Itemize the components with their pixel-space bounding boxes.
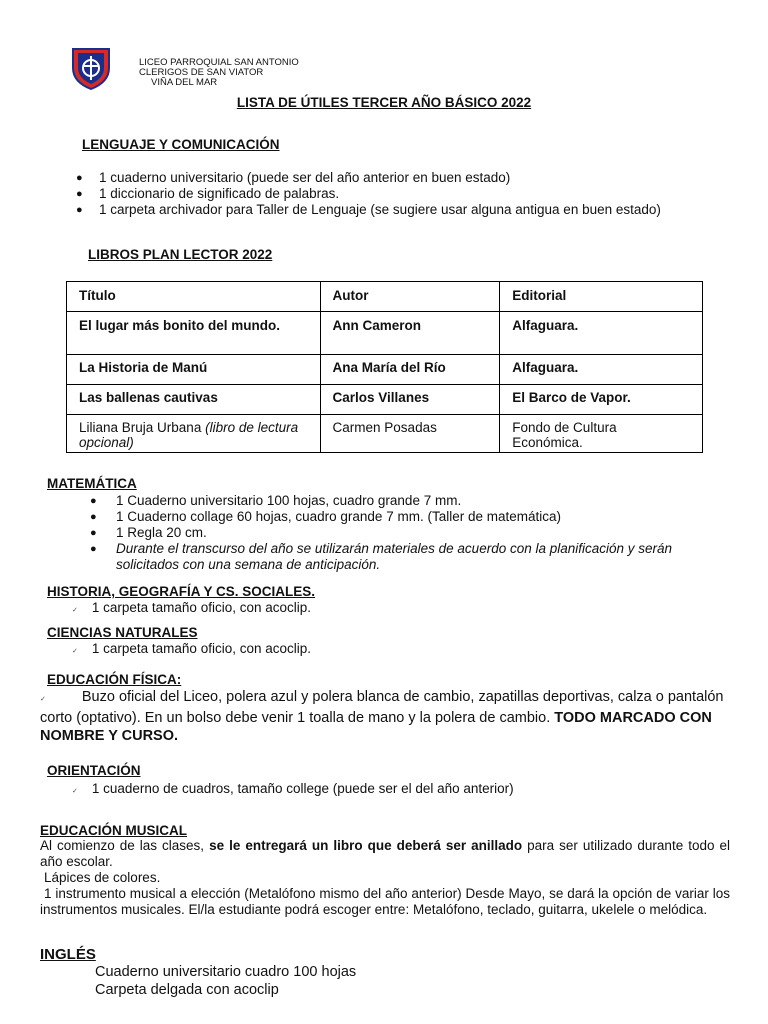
list-item: ● 1 Cuaderno collage 60 hojas, cuadro grande 7 mm. (Taller de matemática): [90, 509, 561, 524]
table-cell: El Barco de Vapor.: [500, 385, 703, 415]
list-item: ● 1 cuaderno universitario (puede ser del año anterior en buen estado): [76, 170, 511, 185]
list-item: ● Durante el transcurso del año se utilizarán materiales de acuerdo con la planificación y serán solicitados con una semana de anticipación.: [90, 541, 673, 572]
lenguaje-list: [76, 170, 756, 218]
books-table: [66, 281, 703, 453]
table-cell: Ann Cameron: [320, 312, 500, 355]
school-name: LICEO PARROQUIAL SAN ANTONIO CLERIGOS DE SAN VIATOR VIÑA DEL MAR: [139, 57, 299, 88]
list-item: Carpeta delgada con acoclip: [95, 982, 279, 998]
table-cell: Ana María del Río: [320, 355, 500, 385]
ciencias-heading: CIENCIAS NATURALES: [47, 625, 198, 640]
column-header: Autor: [320, 282, 500, 312]
musical-paragraph: 1 instrumento musical a elección (Metalófono mismo del año anterior) Desde Mayo, se dará la opción de variar los instrumentos musicales. El/la estudiante podrá escoger entre: Metalófono, teclado, guitarra, ukelele o melódica.: [40, 886, 730, 917]
list-item: ✓ 1 carpeta tamaño oficio, con acoclip.: [72, 641, 311, 656]
orientacion-heading: ORIENTACIÓN: [47, 763, 141, 778]
list-item: ● 1 Cuaderno universitario 100 hojas, cuadro grande 7 mm.: [90, 493, 462, 508]
table-row: [67, 415, 703, 453]
musical-text: [40, 838, 730, 918]
table-cell: Alfaguara.: [500, 355, 703, 385]
table-row: [67, 385, 703, 415]
list-item: Cuaderno universitario cuadro 100 hojas: [95, 964, 357, 980]
list-item: ● 1 carpeta archivador para Taller de Lenguaje (se sugiere usar alguna antigua en buen estado): [76, 202, 661, 217]
musical-paragraph: Lápices de colores.: [44, 870, 161, 885]
ingles-heading: INGLÉS: [40, 946, 96, 963]
column-header: Título: [67, 282, 321, 312]
plan-lector-heading: LIBROS PLAN LECTOR 2022: [88, 247, 273, 262]
historia-heading: HISTORIA, GEOGRAFÍA Y CS. SOCIALES.: [47, 584, 316, 599]
school-crest-icon: [70, 46, 112, 90]
ingles-list: [95, 963, 356, 999]
ed-fisica-heading: EDUCACIÓN FÍSICA:: [47, 672, 182, 687]
table-cell: Las ballenas cautivas: [67, 385, 321, 415]
table-row: [67, 312, 703, 355]
table-cell: Alfaguara.: [500, 312, 703, 355]
table-cell: El lugar más bonito del mundo.: [67, 312, 321, 355]
matematica-heading: MATEMÁTICA: [47, 476, 137, 491]
ed-fisica-text: ✓ Buzo oficial del Liceo, polera azul y polera blanca de cambio, zapatillas deportivas, calza o pantalón corto (optativo). En un bolso debe venir 1 toalla de mano y la polera de cambio. TODO MARCADO CON NOMBRE Y CURSO.: [40, 689, 724, 744]
musical-heading: EDUCACIÓN MUSICAL: [40, 823, 187, 838]
list-item: ✓ 1 cuaderno de cuadros, tamaño college (puede ser el del año anterior): [72, 781, 514, 796]
list-item: ● 1 diccionario de significado de palabras.: [76, 186, 340, 201]
list-item: ● 1 Regla 20 cm.: [90, 525, 207, 540]
matematica-list: [90, 493, 730, 573]
table-header-row: [67, 282, 703, 312]
page-title: LISTA DE ÚTILES TERCER AÑO BÁSICO 2022: [236, 95, 532, 110]
column-header: Editorial: [500, 282, 703, 312]
list-item: ✓ 1 carpeta tamaño oficio, con acoclip.: [72, 600, 311, 615]
table-row: [67, 355, 703, 385]
table-cell: Fondo de Cultura Económica.: [500, 415, 703, 453]
musical-paragraph: Al comienzo de las clases, se le entregará un libro que deberá ser anillado para ser utilizado durante todo el año escolar.: [40, 838, 730, 869]
table-cell: La Historia de Manú: [67, 355, 321, 385]
table-cell: Carmen Posadas: [320, 415, 500, 453]
table-cell: Liliana Bruja Urbana (libro de lectura opcional): [67, 415, 321, 453]
table-cell: Carlos Villanes: [320, 385, 500, 415]
lenguaje-heading: LENGUAJE Y COMUNICACIÓN: [82, 137, 280, 152]
